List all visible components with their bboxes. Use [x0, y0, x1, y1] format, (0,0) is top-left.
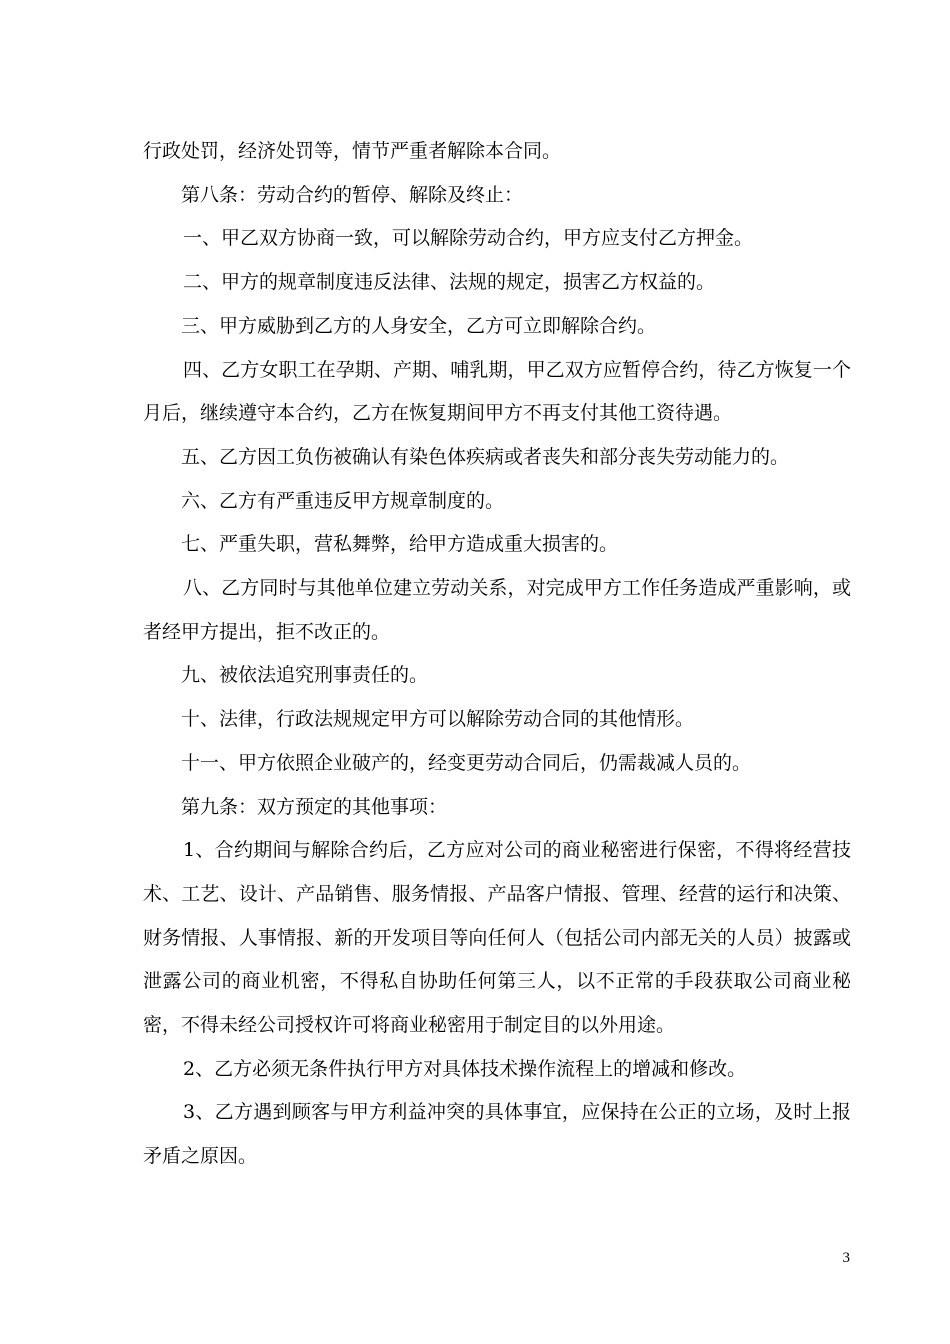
article-8-item-8: 八、乙方同时与其他单位建立劳动关系，对完成甲方工作任务造成严重影响，或者经甲方提出，拒不改正的。 — [143, 577, 851, 643]
article-8-item-3: 三、甲方威胁到乙方的人身安全，乙方可立即解除合约。 — [181, 314, 657, 337]
article-8-heading: 第八条：劳动合约的暂停、解除及终止： — [181, 183, 524, 206]
article-8-item-9: 九、被依法追究刑事责任的。 — [181, 664, 429, 687]
article-8-item-10: 十、法律，行政法规规定甲方可以解除劳动合同的其他情形。 — [181, 708, 695, 731]
article-8-item-11: 十一、甲方依照企业破产的，经变更劳动合同后，仍需裁减人员的。 — [181, 751, 752, 774]
article-8-item-2: 二、甲方的规章制度违反法律、法规的规定，损害乙方权益的。 — [183, 271, 716, 294]
page-number: 3 — [842, 1250, 850, 1266]
article-9-item-1: 1、合约期间与解除合约后，乙方应对公司的商业秘密进行保密，不得将经营技术、工艺、设计、产品销售、服务情报、产品客户情报、管理、经营的运行和决策、财务情报、人事情报、新的开发项目等向任何人（包括公司内部无关的人员）披露或泄露公司的商业机密，不得私自协助任何第三人，以不正常的手段获取公司商业秘密，不得未经公司授权许可将商业秘密用于制定目的以外用途。 — [143, 839, 851, 1037]
article-8-item-6: 六、乙方有严重违反甲方规章制度的。 — [181, 489, 505, 512]
article-8-item-1: 一、甲乙双方协商一致，可以解除劳动合约，甲方应支付乙方押金。 — [183, 227, 754, 250]
paragraph-continuation: 行政处罚，经济处罚等，情节严重者解除本合同。 — [143, 140, 562, 162]
document-body — [143, 130, 851, 1179]
article-8-item-5: 五、乙方因工负伤被确认有染色体疾病或者丧失和部分丧失劳动能力的。 — [181, 445, 790, 468]
article-9-heading: 第九条：双方预定的其他事项： — [181, 795, 448, 818]
article-9-item-3: 3、乙方遇到顾客与甲方利益冲突的具体事宜，应保持在公正的立场，及时上报矛盾之原因。 — [143, 1101, 851, 1168]
article-8-item-4: 四、乙方女职工在孕期、产期、哺乳期，甲乙双方应暂停合约，待乙方恢复一个月后，继续遵守本合约，乙方在恢复期间甲方不再支付其他工资待遇。 — [143, 358, 851, 425]
article-8-item-7: 七、严重失职，营私舞弊，给甲方造成重大损害的。 — [181, 533, 619, 556]
article-9-item-2: 2、乙方必须无条件执行甲方对具体技术操作流程上的增减和修改。 — [183, 1057, 747, 1080]
